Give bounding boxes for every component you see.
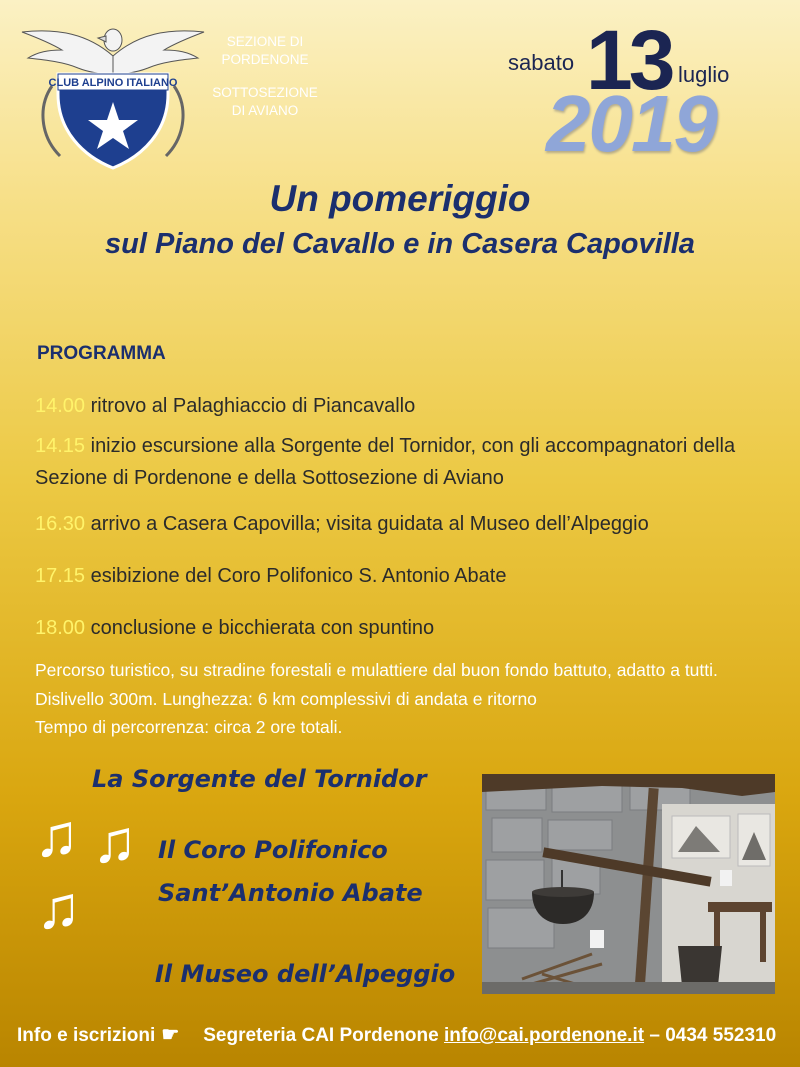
programma-time: 16.30 [35, 513, 86, 535]
title-line-1: Un pomeriggio [269, 178, 531, 219]
programma-text: arrivo a Casera Capovilla; visita guidata al Museo dell’Alpeggio [85, 513, 649, 535]
feature-coro-name: Sant’Antonio Abate [158, 879, 423, 907]
programma-heading: PROGRAMMA [37, 343, 166, 364]
music-note-icon: ♫ [34, 802, 79, 869]
programma-text: ritrovo al Palaghiaccio di Piancavallo [85, 395, 416, 417]
footer-label: Info e iscrizioni [17, 1025, 156, 1046]
route-details: Percorso turistico, su stradine forestali e mulattiere dal buon fondo battuto, adatto a tutti. Dislivello 300m. Lunghezza: 6 km complessivi di andata e ritorno [35, 660, 718, 709]
programma-text: conclusione e bicchierata con spuntino [85, 617, 435, 639]
pointing-hand-icon: ☛ [161, 1024, 180, 1046]
music-note-icon: ♫ [92, 808, 137, 875]
date-weekday: sabato [508, 50, 575, 75]
footer-email-link[interactable]: info@cai.pordenone.it [443, 1025, 645, 1046]
date-day: 13 [586, 13, 672, 107]
subsection-line-1: SOTTOSEZIONE [212, 85, 318, 100]
programma-text: inizio escursione alla Sorgente del Tornidor, con gli accompagnatori della Sezione di Pordenone e della Sottosezione di Aviano [35, 435, 736, 489]
programma-time: 17.15 [35, 565, 86, 587]
section-name [206, 33, 324, 69]
programma-item [35, 612, 775, 644]
logo-text: CLUB ALPINO ITALIANO [48, 77, 178, 89]
programma-item [35, 508, 775, 540]
subsection-line-2: DI AVIANO [231, 103, 299, 118]
feature-coro: Il Coro Polifonico [158, 836, 388, 864]
footer-contact [17, 1022, 797, 1047]
programma-item [35, 430, 775, 494]
footer-phone: – 0434 552310 [644, 1025, 777, 1046]
programma-time: 14.15 [35, 435, 86, 457]
cai-logo [18, 16, 208, 176]
programma-time: 14.00 [35, 395, 86, 417]
programma-item [35, 390, 775, 422]
footer-org: Segreteria CAI Pordenone [203, 1025, 444, 1046]
feature-museo: Il Museo dell’Alpeggio [155, 960, 456, 988]
music-note-icon: ♫ [36, 874, 81, 941]
museum-photo [482, 774, 775, 994]
programma-time: 18.00 [35, 617, 86, 639]
section-line-1: SEZIONE DI [226, 34, 304, 49]
subsection-name [200, 84, 330, 120]
section-line-2: PORDENONE [221, 52, 309, 67]
programma-item [35, 560, 775, 592]
title-line-2: sul Piano del Cavallo e in Casera Capovilla [105, 228, 695, 260]
route-description [35, 656, 775, 742]
route-duration: Tempo di percorrenza: circa 2 ore totali. [35, 717, 343, 737]
date-year: 2019 [546, 79, 716, 168]
date-month: luglio [678, 62, 730, 87]
feature-sorgente: La Sorgente del Tornidor [92, 765, 427, 793]
programma-text: esibizione del Coro Polifonico S. Antonio Abate [85, 565, 507, 587]
